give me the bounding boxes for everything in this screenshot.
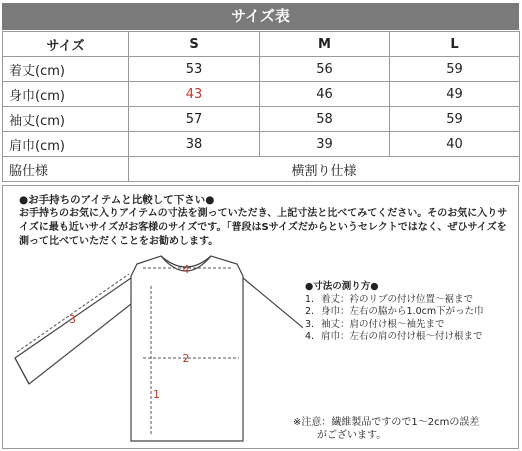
garment-diagram — [3, 186, 303, 448]
measure-heading: ●寸法の測り方● — [305, 281, 379, 292]
note-body: お手持ちのお気に入りアイテムの寸法を測っていただき、上記寸法と比べてみてください。そのお気に入りサイズに最も近いサイズがお客様のサイズです。「普段はSサイズだからというセレクトではなく、ぜひサイズを測って比べていただくことをお勧めします。 — [19, 208, 508, 247]
header-size: サイズ — [3, 32, 129, 57]
size-chart — [2, 3, 519, 448]
size-table — [2, 31, 520, 182]
cell-value: 46 — [260, 82, 390, 107]
measure-guide — [305, 281, 515, 344]
cell-value: 59 — [390, 57, 520, 82]
cell-value: 58 — [260, 107, 390, 132]
header-m: M — [260, 32, 390, 57]
row-label: 着丈(cm) — [3, 57, 129, 82]
header-l: L — [390, 32, 520, 57]
measure-lines — [17, 268, 239, 436]
label-3: 3 — [69, 313, 76, 326]
measure-item: 2. 身巾：左右の脇から1.0cm下がった巾 — [305, 306, 484, 317]
cell-value: 43 — [129, 82, 260, 107]
header-s: S — [129, 32, 260, 57]
table-row — [3, 82, 520, 107]
shirt-outline — [15, 256, 303, 441]
cell-value: 59 — [390, 107, 520, 132]
row-label: 袖丈(cm) — [3, 107, 129, 132]
cell-value: 56 — [260, 57, 390, 82]
measurement-guide — [2, 185, 519, 449]
cell-value: 38 — [129, 132, 260, 157]
cuff-line — [15, 358, 29, 384]
note-heading: ●お手持ちのアイテムと比較して下さい● — [19, 194, 215, 206]
table-row-spec — [3, 157, 520, 182]
row-label: 身巾(cm) — [3, 82, 129, 107]
cell-value: 57 — [129, 107, 260, 132]
caution-line-2: がございます。 — [317, 430, 387, 441]
label-2: 2 — [182, 352, 190, 365]
caution-line-1: ※注意：繊維製品ですので1～2cmの誤差 — [293, 417, 480, 428]
spec-label: 脇仕様 — [3, 157, 129, 182]
spec-value: 横割り仕様 — [129, 157, 520, 182]
size-chart-title: サイズ表 — [2, 3, 519, 30]
label-4: 4 — [182, 263, 190, 276]
cell-value: 53 — [129, 57, 260, 82]
caution-note — [293, 416, 513, 442]
measure-item: 3. 袖丈：肩の付け根～袖先まで — [305, 318, 445, 330]
row-label: 肩巾(cm) — [3, 132, 129, 157]
measure-item: 1. 着丈：衿のリブの付け位置～裾まで — [305, 293, 474, 305]
table-row — [3, 57, 520, 82]
label-1: 1 — [153, 388, 160, 401]
cell-value: 49 — [390, 82, 520, 107]
table-row — [3, 132, 520, 157]
cell-value: 39 — [260, 132, 390, 157]
cell-value: 40 — [390, 132, 520, 157]
measure-item: 4. 肩巾：左右の肩の付け根～付け根まで — [305, 331, 483, 342]
table-header-row — [3, 32, 520, 57]
table-row — [3, 107, 520, 132]
